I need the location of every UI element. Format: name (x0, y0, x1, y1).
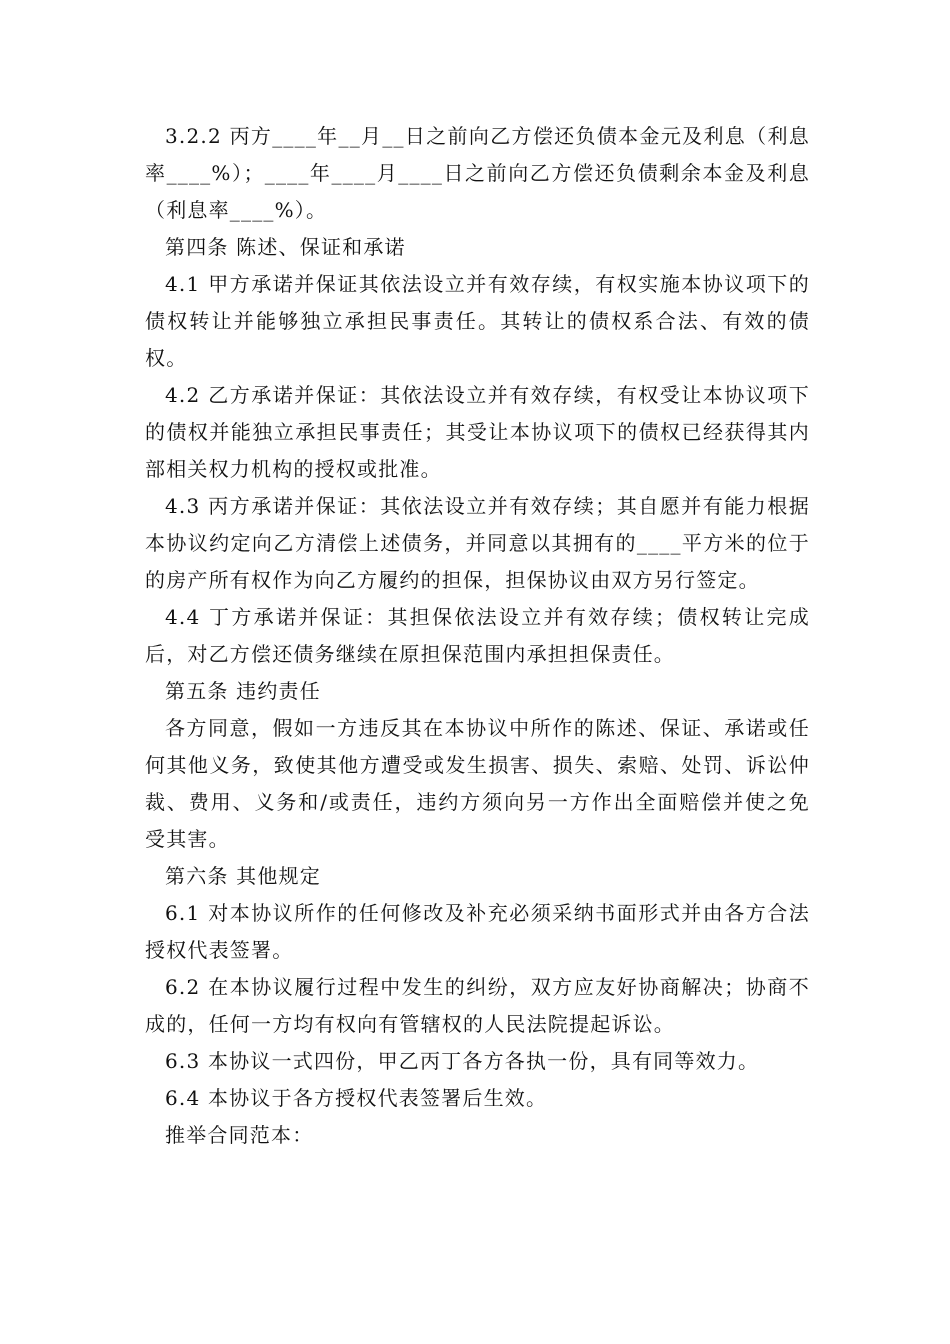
article-5-body: 各方同意，假如一方违反其在本协议中所作的陈述、保证、承诺或任何其他义务，致使其他方遭受或发生损害、损失、索赔、处罚、诉讼仲裁、费用、义务和/或责任，违约方须向另一方作出全面赔偿并使之免受其害。 (145, 716, 810, 851)
clause-4-4: 4.4 丁方承诺并保证：其担保依法设立并有效存续；债权转让完成后，对乙方偿还债务继续在原担保范围内承担担保责任。 (145, 605, 810, 666)
clause-6-3: 6.3 本协议一式四份，甲乙丙丁各方各执一份，具有同等效力。 (165, 1049, 760, 1073)
clause-4-3: 4.3 丙方承诺并保证：其依法设立并有效存续；其自愿并有能力根据本协议约定向乙方清偿上述债务，并同意以其拥有的____平方米的位于的房产所有权作为向乙方履约的担保，担保协议由双方另行签定。 (145, 494, 810, 592)
clause-4-2: 4.2 乙方承诺并保证：其依法设立并有效存续，有权受让本协议项下的债权并能独立承担民事责任；其受让本协议项下的债权已经获得其内部相关权力机构的授权或批准。 (145, 383, 810, 481)
clause-6-4: 6.4 本协议于各方授权代表签署后生效。 (165, 1086, 548, 1110)
clause-6-1: 6.1 对本协议所作的任何修改及补充必须采纳书面形式并由各方合法授权代表签署。 (145, 901, 810, 962)
article-4-heading: 第四条 陈述、保证和承诺 (165, 235, 406, 259)
clause-3-2-2: 3.2.2 丙方____年__月__日之前向乙方偿还负债本金元及利息（利息率____%）；____年____月____日之前向乙方偿还负债剩余本金及利息（利息率____%）。 (145, 124, 810, 222)
template-recommendation-heading: 推举合同范本： (165, 1123, 314, 1147)
clause-4-1: 4.1 甲方承诺并保证其依法设立并有效存续，有权实施本协议项下的债权转让并能够独立承担民事责任。其转让的债权系合法、有效的债权。 (145, 272, 810, 370)
article-5-heading: 第五条 违约责任 (165, 679, 321, 703)
clause-6-2: 6.2 在本协议履行过程中发生的纠纷，双方应友好协商解决；协商不成的，任何一方均有权向有管辖权的人民法院提起诉讼。 (145, 975, 810, 1036)
article-6-heading: 第六条 其他规定 (165, 864, 321, 888)
